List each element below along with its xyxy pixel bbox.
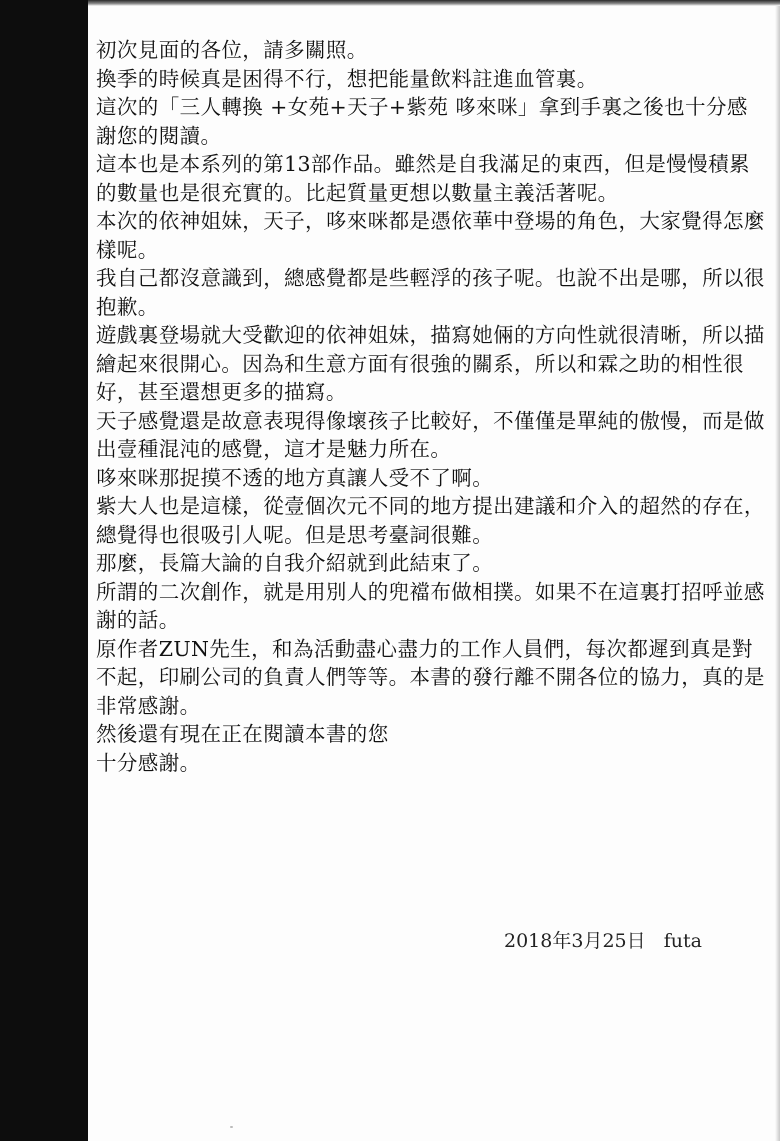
paragraph-yukari: 紫大人也是這樣，從壹個次元不同的地方提出建議和介入的超然的存在，總覺得也很吸引人呢。但是思考臺詞很難。	[96, 494, 765, 547]
paragraph-apology: 我自己都沒意識到，總感覺都是些輕浮的孩子呢。也說不出是哪，所以很抱歉。	[96, 266, 765, 319]
paragraph-final-thanks: 十分感謝。	[96, 750, 201, 775]
scan-speck	[230, 1126, 233, 1128]
paragraph-sisters: 遊戲裏登場就大受歡迎的依神姐妹，描寫她倆的方向性就很清晰，所以描繪起來很開心。因為和生意方面有很強的關系，所以和霖之助的相性很好，甚至還想更多的描寫。	[96, 323, 765, 404]
signature-line	[504, 928, 702, 954]
signature-author: futa	[663, 930, 702, 952]
paragraph-season: 換季的時候真是困得不行，想把能量飲料註進血管裏。	[96, 66, 598, 91]
paragraph-closing-intro: 那麼，長篇大論的自我介紹就到此結束了。	[96, 551, 494, 575]
paragraph-characters: 本次的依神姐妹，天子，哆來咪都是憑依華中登場的角色，大家覺得怎麼樣呢。	[96, 209, 765, 262]
paragraph-greeting: 初次見面的各位，請多關照。	[96, 38, 368, 62]
scan-top-edge	[88, 0, 780, 6]
paragraph-series: 這本也是本系列的第13部作品。雖然是自我滿足的東西，但是慢慢積累的數量也是很充實的。比起質量更想以數量主義活著呢。	[96, 152, 750, 205]
paragraph-thanks-reading: 這次的「三人轉換 +女苑+天子+紫苑 哆來咪」拿到手裏之後也十分感謝您的閱讀。	[96, 95, 748, 148]
signature-date: 2018年3月25日	[504, 930, 646, 952]
scan-right-edge	[775, 6, 780, 1141]
paragraph-credits: 原作者ZUN先生，和為活動盡心盡力的工作人員們，每次都遲到真是對不起，印刷公司的負責人們等等。本書的發行離不開各位的協力，真的是非常感謝。	[96, 636, 765, 718]
afterword-text	[96, 36, 768, 777]
paragraph-tenshi: 天子感覺還是故意表現得像壞孩子比較好，不僅僅是單純的傲慢，而是做出壹種混沌的感覺，這才是魅力所在。	[96, 408, 765, 461]
paragraph-derivative: 所謂的二次創作，就是用別人的兜襠布做相撲。如果不在這裏打招呼並感謝的話。	[96, 579, 765, 632]
paragraph-reader: 然後還有現在正在閱讀本書的您	[96, 722, 389, 746]
paragraph-doremy: 哆來咪那捉摸不透的地方真讓人受不了啊。	[96, 465, 494, 490]
scan-binding-shadow	[0, 0, 88, 1141]
